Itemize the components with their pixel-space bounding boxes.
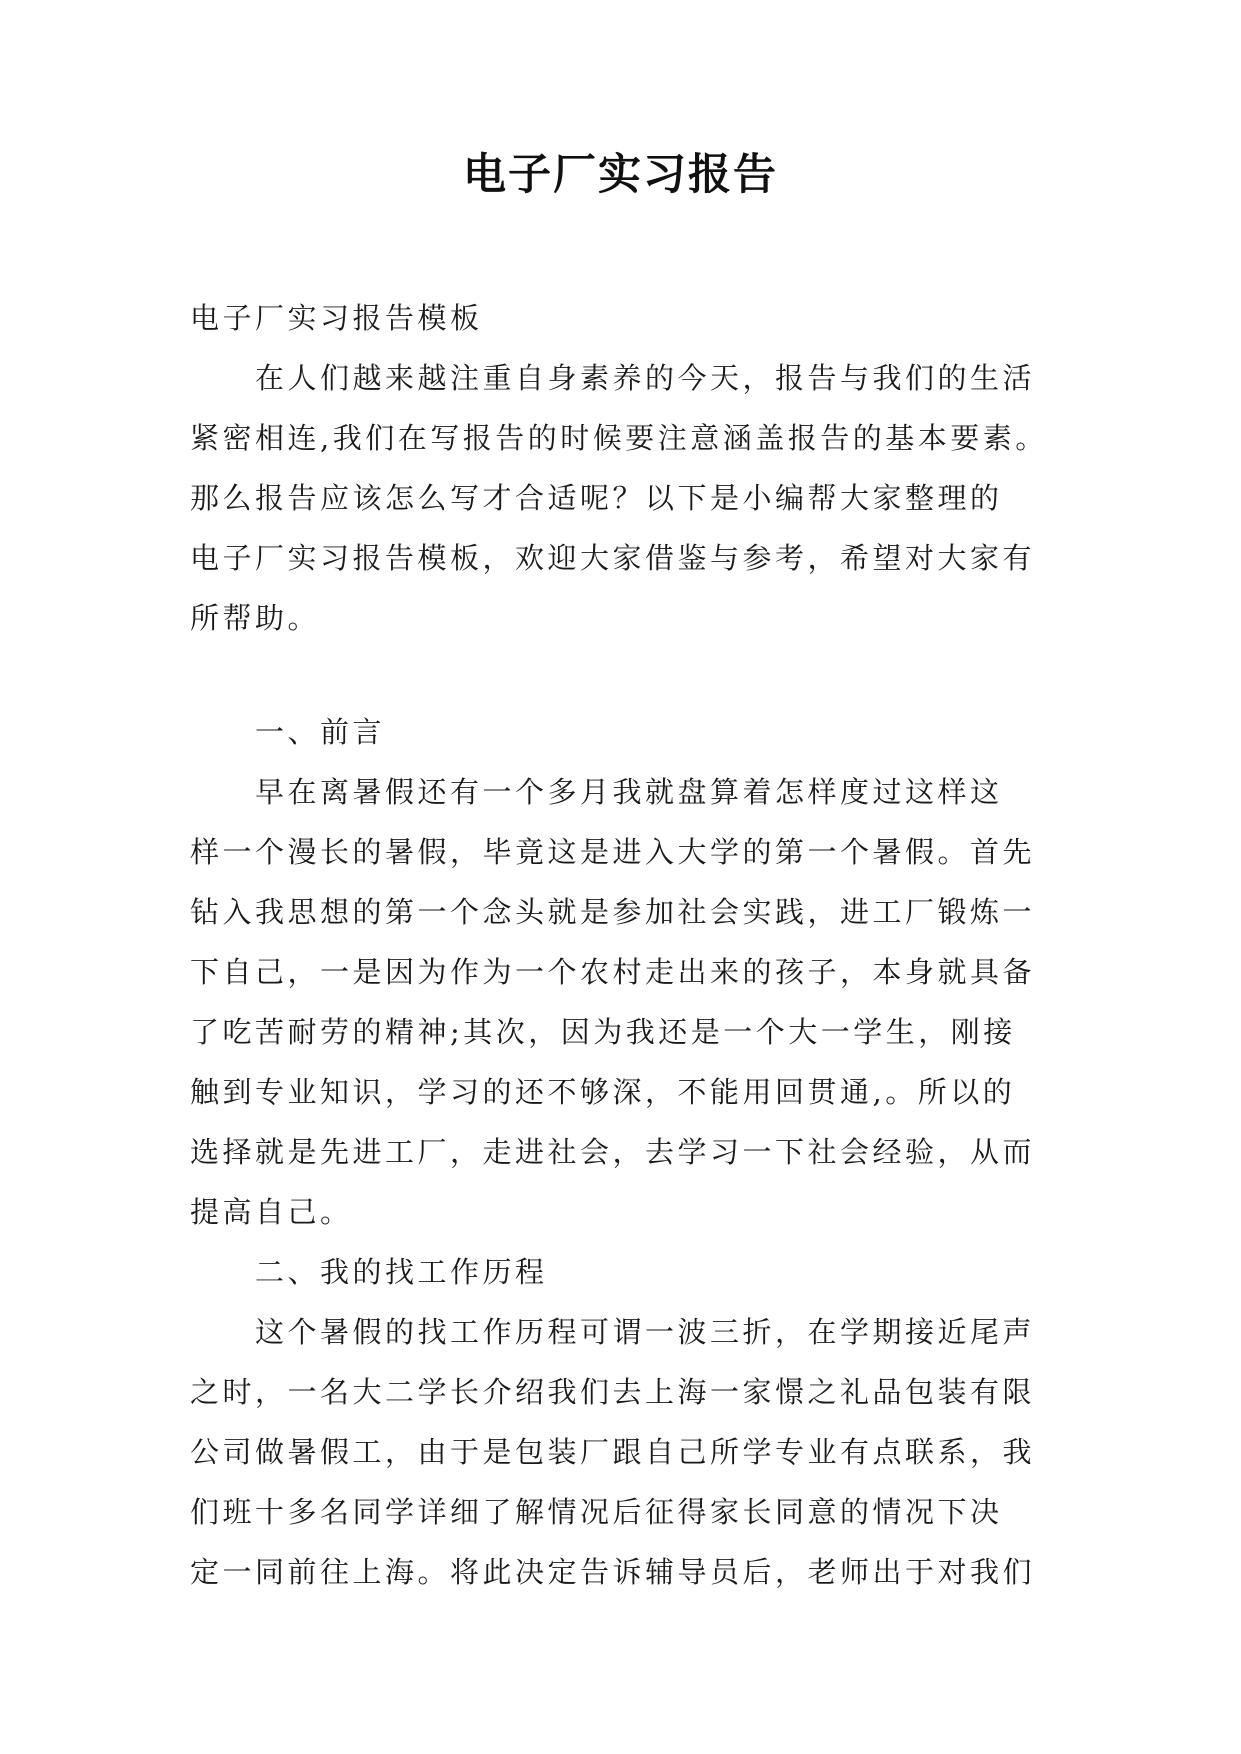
section-line: 触到专业知识，学习的还不够深，不能用回贯通,。所以的: [190, 1075, 1016, 1109]
section-line: 这个暑假的找工作历程可谓一波三折，在学期接近尾声: [255, 1315, 1036, 1349]
section-line: 钻入我思想的第一个念头就是参加社会实践，进工厂锻炼一: [190, 895, 1036, 929]
intro-line: 那么报告应该怎么写才合适呢？以下是小编帮大家整理的: [190, 481, 1003, 515]
section-heading: 一、前言: [255, 715, 386, 749]
section-line: 了吃苦耐劳的精神;其次，因为我还是一个大一学生，刚接: [190, 1015, 1016, 1049]
intro-line: 在人们越来越注重自身素养的今天，报告与我们的生活: [255, 361, 1036, 395]
section-line: 定一同前往上海。将此决定告诉辅导员后，老师出于对我们: [190, 1555, 1036, 1589]
section-line: 之时，一名大二学长介绍我们去上海一家憬之礼品包装有限: [190, 1375, 1036, 1409]
section-heading: 二、我的找工作历程: [255, 1255, 548, 1289]
section-line: 们班十多名同学详细了解情况后征得家长同意的情况下决: [190, 1495, 1003, 1529]
section-line: 下自己，一是因为作为一个农村走出来的孩子，本身就具备: [190, 955, 1036, 989]
section-line: 样一个漫长的暑假，毕竟这是进入大学的第一个暑假。首先: [190, 835, 1036, 869]
section-line: 早在离暑假还有一个多月我就盘算着怎样度过这样这: [255, 775, 1003, 809]
intro-line: 所帮助。: [190, 601, 321, 635]
paragraph-gap: [190, 648, 1052, 702]
section-line: 公司做暑假工，由于是包装厂跟自己所学专业有点联系，我: [190, 1435, 1036, 1469]
intro-line: 紧密相连,我们在写报告的时候要注意涵盖报告的基本要素。: [190, 421, 1048, 455]
document-body: [190, 288, 1052, 1602]
intro-line: 电子厂实习报告模板，欢迎大家借鉴与参考，希望对大家有: [190, 541, 1036, 575]
section-line: 选择就是先进工厂，走进社会，去学习一下社会经验，从而: [190, 1135, 1036, 1169]
section-line: 提高自己。: [190, 1195, 353, 1229]
subtitle: 电子厂实习报告模板: [190, 301, 483, 335]
document-title: 电子厂实习报告: [463, 150, 778, 200]
